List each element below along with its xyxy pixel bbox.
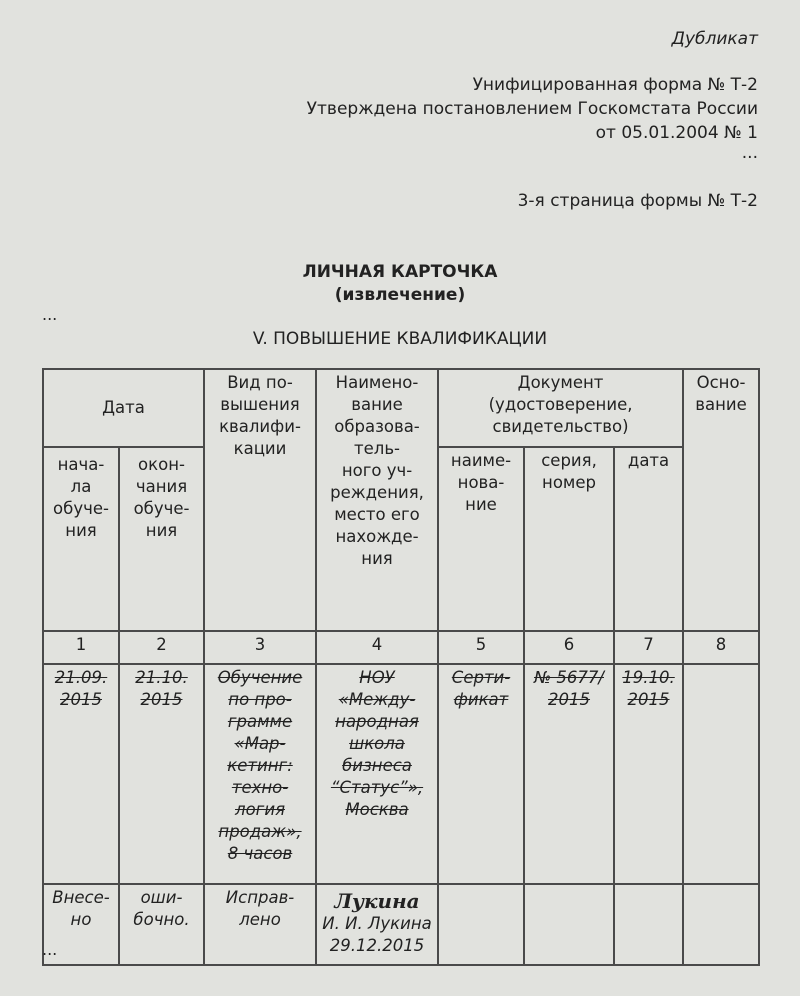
section-title: V. ПОВЫШЕНИЕ КВАЛИФИКАЦИИ xyxy=(252,329,548,349)
header-ellipsis: ... xyxy=(741,143,758,163)
correction-signature-cell xyxy=(316,884,438,965)
signature: Лукина xyxy=(334,889,420,913)
cell-start-date xyxy=(43,664,119,884)
header-col-2: окон- чания обуче- ния xyxy=(119,447,204,631)
cell-end-date xyxy=(119,664,204,884)
approved-by: Утверждена постановлением Госкомстата России xyxy=(306,99,758,119)
column-number-row xyxy=(43,631,759,664)
table-row xyxy=(43,664,759,884)
column-number: 1 xyxy=(43,631,119,664)
header-col-1: нача- ла обуче- ния xyxy=(43,447,119,631)
cell-basis xyxy=(683,664,759,884)
empty-cell xyxy=(683,884,759,965)
qualification-table xyxy=(42,368,760,966)
column-number: 5 xyxy=(438,631,524,664)
column-number: 2 xyxy=(119,631,204,664)
approved-date: от 05.01.2004 № 1 xyxy=(595,123,758,143)
header-col-8: Осно- вание xyxy=(683,369,759,631)
header-row-1 xyxy=(43,369,759,447)
struck-text: 21.09. 2015 xyxy=(54,668,108,709)
empty-cell xyxy=(614,884,683,965)
duplicate-mark: Дубликат xyxy=(671,29,758,49)
header-col-4: Наимено- вание образова- тель- ного уч- реждения, место его нахожде- ния xyxy=(316,369,438,631)
page-label: 3-я страница формы № Т-2 xyxy=(517,191,758,211)
cell-doc-number xyxy=(524,664,614,884)
form-name: Унифицированная форма № Т-2 xyxy=(472,75,758,95)
signer-name: И. И. Лукина xyxy=(322,914,432,933)
correction-row xyxy=(43,884,759,965)
struck-text: Серти- фикат xyxy=(451,668,511,709)
correction-text-1: Внесе- но xyxy=(43,884,119,965)
column-number: 6 xyxy=(524,631,614,664)
struck-text: Обучение по про- грамме «Мар- кетинг: техно- логия продаж», 8 часов xyxy=(217,668,303,863)
column-number: 4 xyxy=(316,631,438,664)
struck-text: 21.10. 2015 xyxy=(135,668,188,709)
ellipsis-after-table: ... xyxy=(42,940,58,959)
signed-date: 29.12.2015 xyxy=(329,936,425,955)
column-number: 8 xyxy=(683,631,759,664)
struck-text: НОУ «Между- народная школа бизнеса “Статус”», Москва xyxy=(330,668,424,819)
struck-text: 19.10. 2015 xyxy=(622,668,675,709)
correction-text-2: оши- бочно. xyxy=(119,884,204,965)
cell-institution xyxy=(316,664,438,884)
column-number: 7 xyxy=(614,631,683,664)
header-document-group: Документ (удостоверение, свидетельство) xyxy=(438,369,683,447)
cell-doc-name xyxy=(438,664,524,884)
header-date-group: Дата xyxy=(43,369,204,447)
column-number: 3 xyxy=(204,631,316,664)
correction-text-3: Исправ- лено xyxy=(204,884,316,965)
cell-doc-date xyxy=(614,664,683,884)
empty-cell xyxy=(524,884,614,965)
document-subtitle: (извлечение) xyxy=(334,285,466,305)
empty-cell xyxy=(438,884,524,965)
struck-text: № 5677/ 2015 xyxy=(534,668,604,709)
ellipsis-before-section: ... xyxy=(42,305,58,324)
header-col-6: серия, номер xyxy=(524,447,614,631)
header-col-3: Вид по- вышения квалифи- кации xyxy=(204,369,316,631)
header-col-5: наиме- нова- ние xyxy=(438,447,524,631)
header-col-7: дата xyxy=(614,447,683,631)
document-title: ЛИЧНАЯ КАРТОЧКА xyxy=(302,262,498,282)
cell-training-type xyxy=(204,664,316,884)
